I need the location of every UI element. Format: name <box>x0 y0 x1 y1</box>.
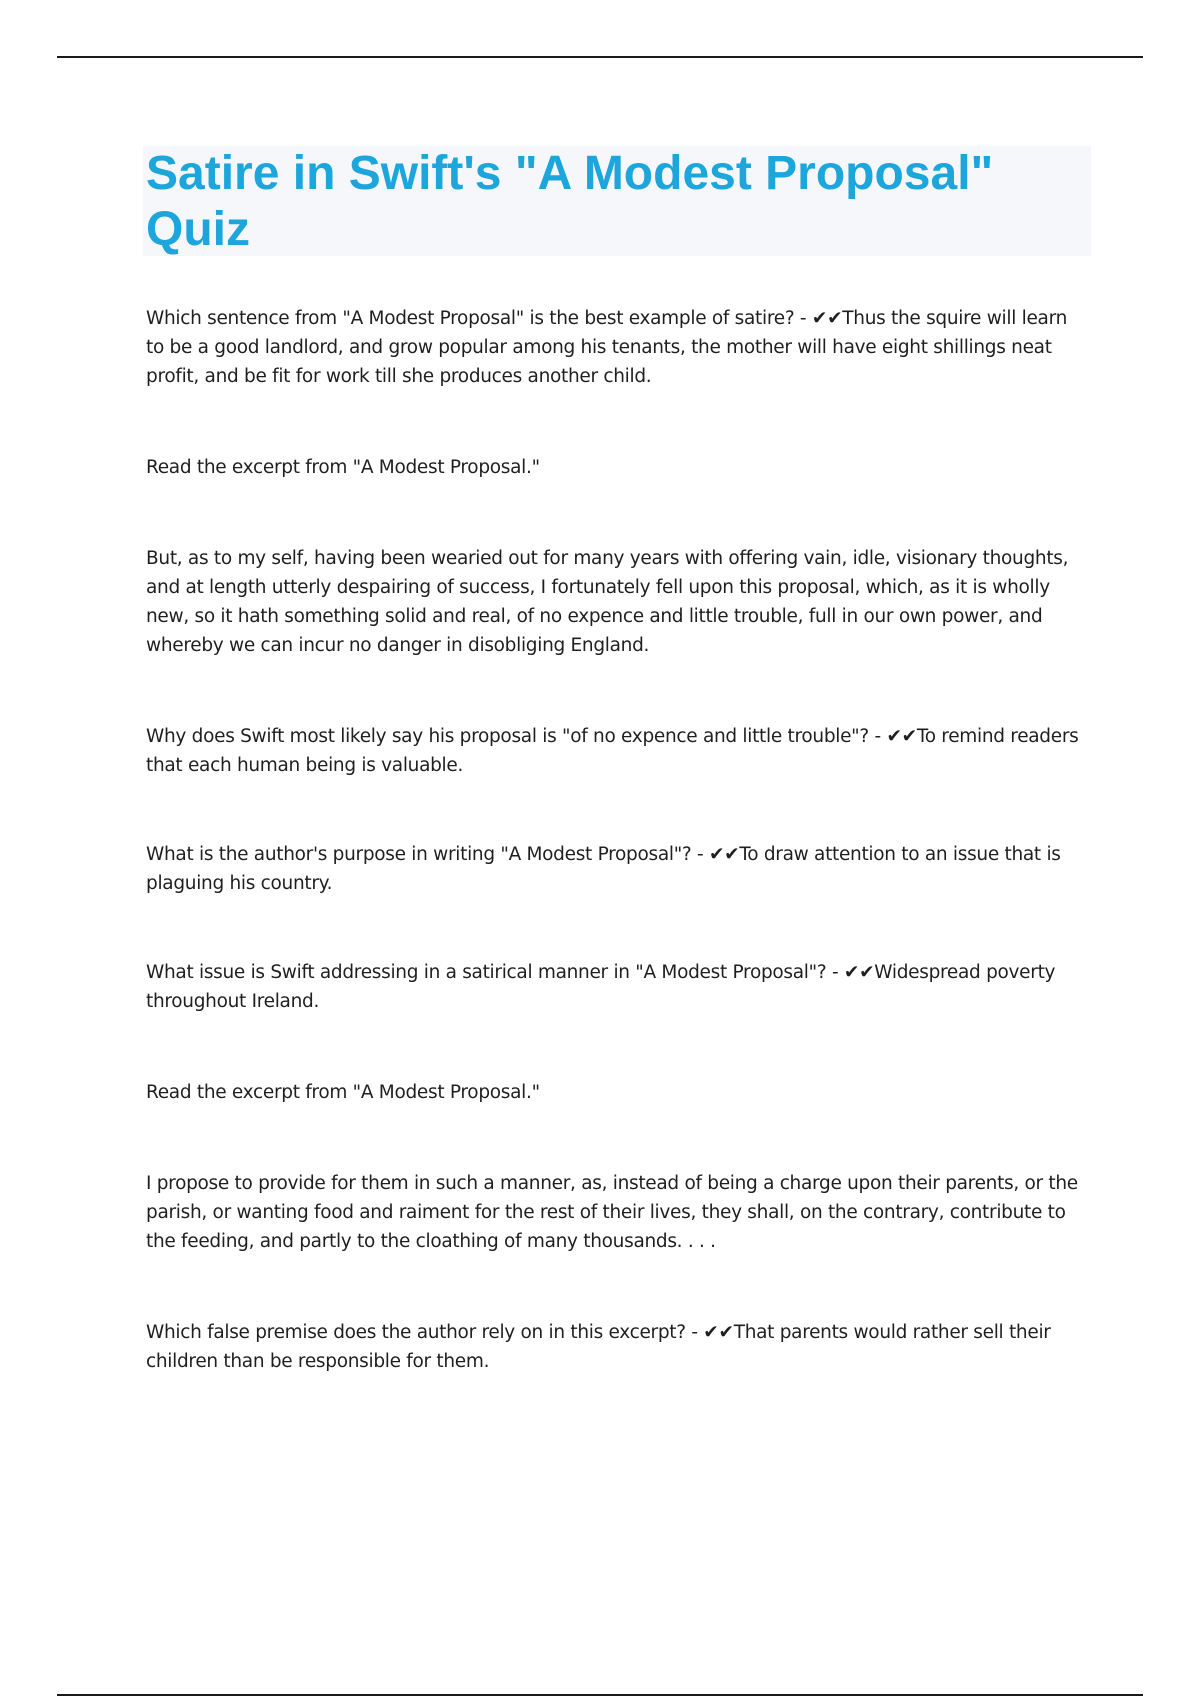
bottom-rule <box>57 1694 1143 1696</box>
excerpt-intro-2: Read the excerpt from "A Modest Proposal." <box>146 1082 540 1103</box>
top-rule <box>57 56 1143 58</box>
excerpt-1: But, as to my self, having been wearied out for many years with offering vain, idle, visionary thoughts, and at length utterly despairing of success, I fortunately fell upon this proposal, which, as it is wholly new, so it hath something solid and real, of no expence and little trouble, full in our own power, and whereby we can incur no danger in disobliging England. <box>146 548 1069 656</box>
question-5: Which false premise does the author rely on in this excerpt? - ✔✔That parents would rather sell their children than be responsible for them. <box>146 1322 1051 1372</box>
excerpt-2: I propose to provide for them in such a manner, as, instead of being a charge upon their parents, or the parish, or wanting food and raiment for the rest of their lives, they shall, on the contrary, contribute to the feeding, and partly to the cloathing of many thousands. . . . <box>146 1173 1078 1252</box>
document-title: Satire in Swift's "A Modest Proposal" Quiz <box>146 147 994 256</box>
question-4: What issue is Swift addressing in a satirical manner in "A Modest Proposal"? - ✔✔Widespread poverty throughout Ireland. <box>146 962 1056 1012</box>
question-2: Why does Swift most likely say his proposal is "of no expence and little trouble"? - ✔✔To remind readers that each human being is valuable. <box>146 726 1079 776</box>
question-1: Which sentence from "A Modest Proposal" is the best example of satire? - ✔✔Thus the squire will learn to be a good landlord, and grow popular among his tenants, the mother will have eight shillings neat profit, and be fit for work till she produces another child. <box>146 308 1067 387</box>
question-3: What is the author's purpose in writing "A Modest Proposal"? - ✔✔To draw attention to an issue that is plaguing his country. <box>146 844 1061 894</box>
excerpt-intro-1: Read the excerpt from "A Modest Proposal." <box>146 457 540 478</box>
document-body <box>146 304 1086 1376</box>
